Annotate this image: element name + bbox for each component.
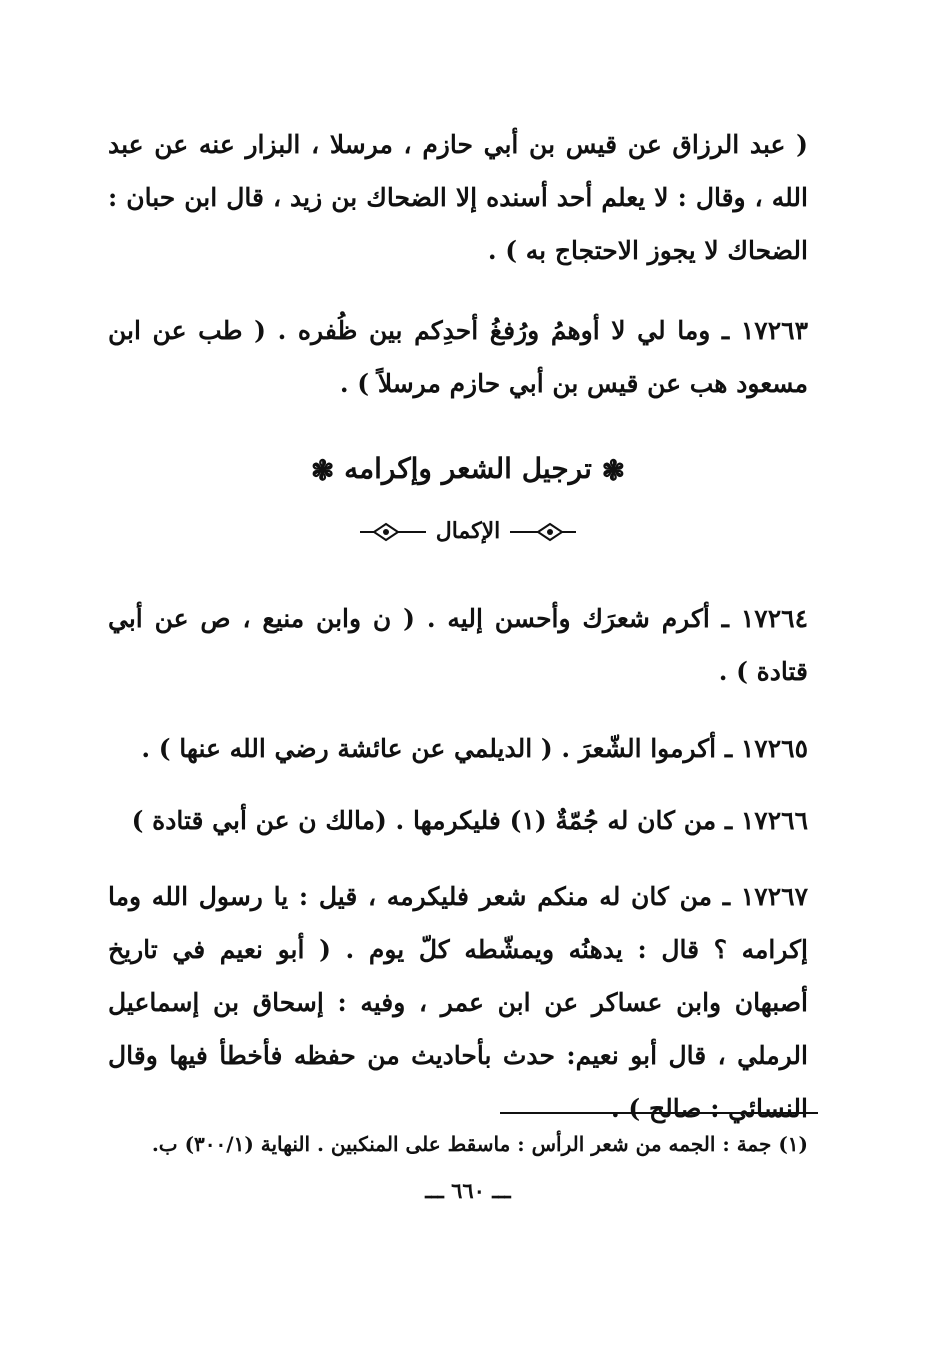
ornament-right-icon: ❃ <box>601 454 626 487</box>
section-heading <box>0 452 936 487</box>
section-heading-text: ترجيل الشعر وإكرامه <box>344 452 592 485</box>
hadith-17264: ١٧٢٦٤ ـ أكرم شعرَك وأحسن إليه . ( ن وابن منيع ، ص عن أبي قتادة ) . <box>108 604 808 686</box>
subsection-heading-text: الإكمال <box>435 518 501 544</box>
hadith-17263: ١٧٢٦٣ ـ وما لي لا أوهمُ ورُفغُ أحدِكم بين ظُفره . ( طب عن ابن مسعود هب عن قيس بن أبي حازم مرسلاً ) . <box>108 316 808 398</box>
hadith-17266: ١٧٢٦٦ ـ من كان له جُمّةٌ (١) فليكرمها . (مالك ن عن أبي قتادة ) <box>131 806 808 835</box>
ornament-left-icon: ❃ <box>310 454 335 487</box>
subsection-heading <box>0 518 936 544</box>
flourish-right-icon <box>508 520 578 544</box>
footnote-divider <box>500 1112 818 1114</box>
hadith-17265: ١٧٢٦٥ ـ أكرموا الشّعرَ . ( الديلمي عن عائشة رضي الله عنها ) . <box>141 734 808 763</box>
footnote: (١) جمة : الجمه من شعر الرأس : ماسقط على المنكبين . النهاية (٣٠٠/١) ب. <box>151 1132 808 1156</box>
flourish-left-icon <box>358 520 428 544</box>
page-number: ـــ ٦٦٠ ـــ <box>425 1178 511 1203</box>
paragraph-continuation: ( عبد الرزاق عن قيس بن أبي حازم ، مرسلا ، البزار عنه عن عبد الله ، وقال : لا يعلم أحد أسنده إلا الضحاك بن زيد ، قال ابن حبان : الضحاك لا يجوز الاحتجاج به ) . <box>108 130 808 265</box>
hadith-17267: ١٧٢٦٧ ـ من كان له منكم شعر فليكرمه ، قيل : يا رسول الله وما إكرامه ؟ قال : يدهنُه ويمشّطه كلّ يوم . ( أبو نعيم في تاريخ أصبهان وابن عساكر عن ابن عمر ، وفيه : إسحاق بن إسماعيل الرملي ، قال أبو نعيم: حدث بأحاديث من حفظه فأخطأ فيها وقال النسائي : صالح ) . <box>108 882 808 1123</box>
